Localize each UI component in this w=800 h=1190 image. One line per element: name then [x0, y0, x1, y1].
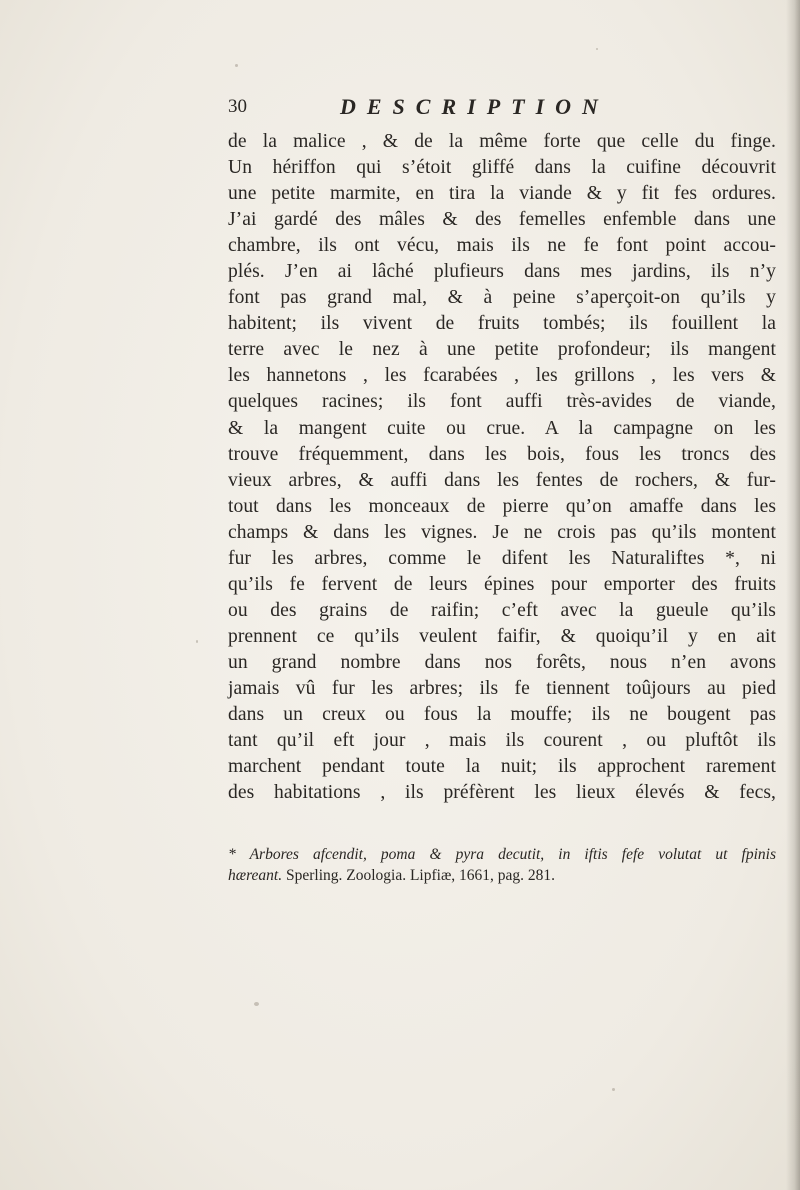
page-number: 30 — [228, 96, 247, 117]
text-line: qu’ils fe fervent de leurs épines pour emporter des fruits — [228, 573, 776, 595]
paper-speck — [596, 48, 598, 50]
text-line: une petite marmite, en tira la viande & y fit fes ordures. — [228, 183, 776, 205]
footnote — [228, 844, 776, 886]
text-line: dans un creux ou fous la mouffe; ils ne bougent pas — [228, 704, 776, 726]
page-edge-shadow — [786, 0, 800, 1190]
footnote-citation: Sperling. Zoologia. Lipfiæ, 1661, pag. 281. — [282, 867, 556, 884]
text-line: chambre, ils ont vécu, mais ils ne fe font point accou- — [228, 235, 776, 257]
text-line: ou des grains de raifin; c’eft avec la gueule qu’ils — [228, 599, 776, 621]
text-line: de la malice , & de la même forte que celle du finge. — [228, 131, 776, 152]
paper-speck — [235, 64, 238, 67]
text-line: quelques racines; ils font auffi très-avides de viande, — [228, 391, 776, 413]
text-line: plés. J’en ai lâché plufieurs dans mes jardins, ils n’y — [228, 261, 776, 283]
text-line: terre avec le nez à une petite profondeur; ils mangent — [228, 339, 776, 361]
text-line: habitent; ils vivent de fruits tombés; ils fouillent la — [228, 313, 776, 335]
paper-speck — [760, 448, 762, 450]
text-line: J’ai gardé des mâles & des femelles enfemble dans une — [228, 209, 776, 231]
running-title: DESCRIPTION — [340, 94, 609, 119]
text-line: tant qu’il eft jour , mais ils courent , ou pluftôt ils — [228, 730, 776, 752]
text-line: vieux arbres, & auffi dans les fentes de rochers, & fur- — [228, 469, 776, 491]
text-line: prennent ce qu’ils veulent faifir, & quoiqu’il y en ait — [228, 625, 776, 647]
text-line: champs & dans les vignes. Je ne crois pas qu’ils montent — [228, 521, 776, 543]
text-line: des habitations , ils préfèrent les lieux élevés & fecs, — [228, 782, 776, 804]
text-line: fur les arbres, comme le difent les Naturaliftes *, ni — [228, 547, 776, 569]
footnote-italic-text: hæreant. — [228, 867, 283, 884]
text-line: marchent pendant toute la nuit; ils approchent rarement — [228, 756, 776, 778]
footnote-line: * Arbores afcendit, poma & pyra decutit, in iftis fefe volutat ut fpinis — [228, 846, 776, 863]
text-line: font pas grand mal, & à peine s’aperçoit-on qu’ils y — [228, 287, 776, 309]
text-line: un grand nombre dans nos forêts, nous n’en avons — [228, 651, 776, 673]
footnote-line — [228, 865, 776, 886]
text-line: Un hériffon qui s’étoit gliffé dans la cuifine découvrit — [228, 157, 776, 179]
text-line: trouve fréquemment, dans les bois, fous les troncs des — [228, 443, 776, 465]
text-line: & la mangent cuite ou crue. A la campagne on les — [228, 417, 776, 439]
paper-speck — [254, 1002, 259, 1006]
text-line: les hannetons , les fcarabées , les grillons , les vers & — [228, 365, 776, 387]
text-line: tout dans les monceaux de pierre qu’on amaffe dans les — [228, 495, 776, 517]
paper-speck — [196, 640, 198, 643]
page-header — [228, 96, 788, 126]
body-text — [228, 129, 776, 806]
paper-speck — [612, 1088, 615, 1091]
text-line: jamais vû fur les arbres; ils fe tiennent toûjours au pied — [228, 677, 776, 699]
